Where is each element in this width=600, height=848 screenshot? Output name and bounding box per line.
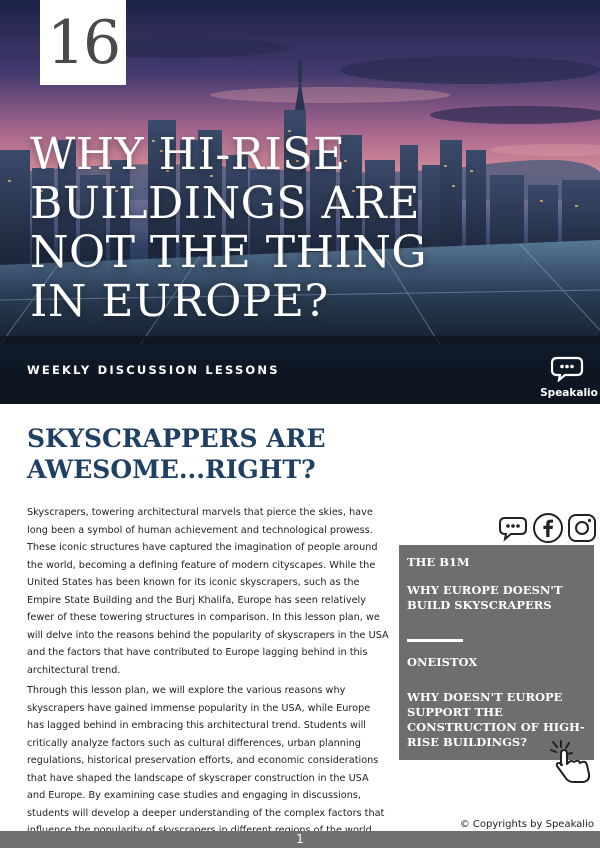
copyright-notice: © Copyrights by Speakalio bbox=[459, 819, 594, 830]
issue-number-badge bbox=[40, 0, 126, 85]
link-oneistox-article[interactable]: WHY DOESN'T EUROPE SUPPORT THE CONSTRUCTION OF HIGH-RISE BUILDINGS? bbox=[407, 690, 585, 749]
instagram-icon[interactable] bbox=[566, 512, 598, 544]
link-b1m-article[interactable]: WHY EUROPE DOESN'T BUILD SKYSCRAPERS bbox=[407, 583, 563, 612]
hero-banner bbox=[0, 0, 600, 404]
brand-logo bbox=[538, 354, 600, 399]
page-number: 1 bbox=[296, 832, 304, 846]
source-b1m: THE B1M bbox=[407, 555, 470, 569]
intro-paragraph: Skyscrapers, towering architectural marvels that pierce the skies, have long been a symbol of human achievement and technological prowess. These iconic structures have captured the imagination of people around the world, becoming a defining feature of modern cityscapes. While the United States has been known for its iconic skyscrapers, such as the Empire State Building and the Burj Khalifa, Europe has seen relatively fewer of these towering structures in comparison. In this lesson plan, we will delve into the reasons behind the popularity of skyscrapers in the USA and the factors that have contributed to Europe lagging behind in this architectural trend. bbox=[27, 507, 389, 676]
section-heading: SKYSCRAPPERS ARE AWESOME...RIGHT? bbox=[27, 424, 326, 484]
source-oneistox: ONEISTOX bbox=[407, 655, 478, 669]
page-footer bbox=[0, 831, 600, 848]
chat-icon[interactable] bbox=[498, 512, 530, 544]
page-title: WHY HI-RISE BUILDINGS ARE NOT THE THING IN EUROPE? bbox=[30, 129, 427, 327]
panel-divider bbox=[407, 639, 463, 642]
issue-number: 16 bbox=[46, 7, 120, 78]
body-paragraph: Through this lesson plan, we will explore the various reasons why skyscrapers have gained immense popularity in the USA, while Europe has lagged behind in embracing this architectural trend. Students will critically analyze factors such as cultural differences, urban planning regulations, historical preservation efforts, and economic considerations that have shaped the landscape of skyscraper construction in the USA and Europe. By examining case studies and engaging in discussions, students will develop a deeper understanding of the complex factors that bbox=[27, 685, 385, 819]
further-reading-panel bbox=[399, 545, 594, 760]
speech-bubbles-icon bbox=[551, 354, 587, 382]
hand-pointer-icon bbox=[547, 738, 595, 784]
social-links bbox=[498, 512, 598, 544]
facebook-icon[interactable] bbox=[532, 512, 564, 544]
brand-name: Speakalio bbox=[540, 387, 598, 399]
series-subtitle: WEEKLY DISCUSSION LESSONS bbox=[27, 363, 280, 377]
